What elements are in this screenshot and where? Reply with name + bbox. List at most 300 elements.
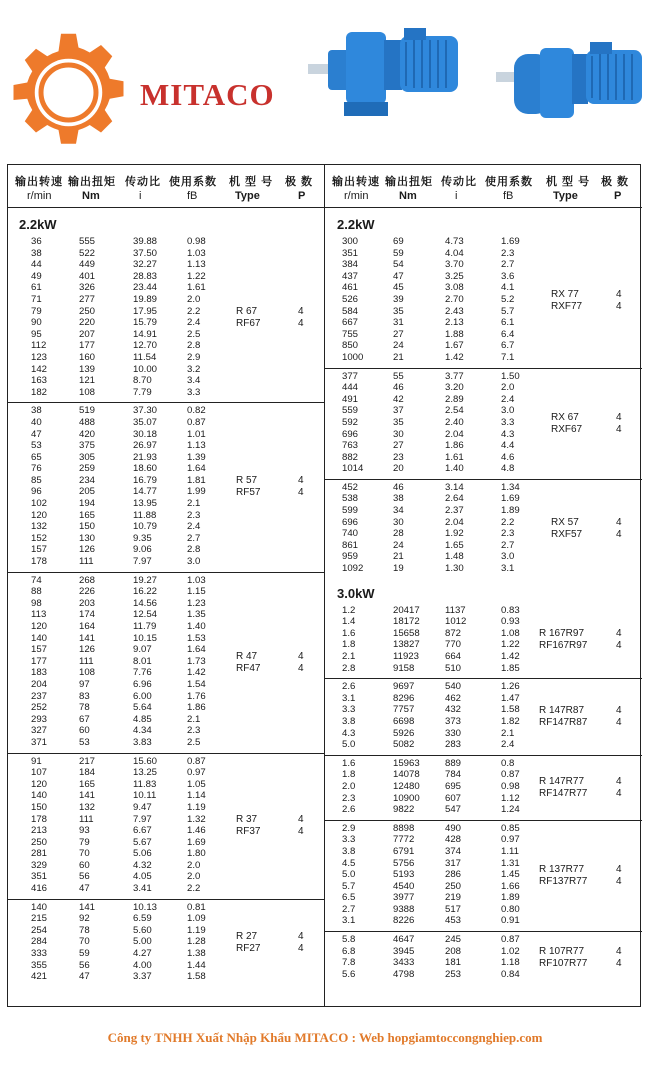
table-row [7,825,324,837]
table-header [7,164,324,208]
table-row [7,259,324,271]
service-factor-cell: 1.28 [187,936,206,948]
speed-cell: 3.3 [342,834,356,846]
speed-cell: 178 [31,813,48,825]
spec-group [7,403,324,572]
spec-group [325,679,642,756]
pole-count: 4 [616,288,622,300]
torque-cell: 7757 [393,704,415,716]
torque-cell: 21 [393,551,404,563]
ratio-cell: 12.54 [133,609,158,621]
service-factor-cell: 1.86 [187,702,206,714]
ratio-cell: 1.30 [445,563,464,575]
torque-cell: 24 [393,340,404,352]
torque-cell: 20 [393,463,404,475]
service-factor-cell: 1.66 [501,880,520,892]
speed-cell: 71 [31,293,42,305]
service-factor-cell: 1.23 [187,597,206,609]
torque-cell: 268 [79,574,96,586]
table-row [325,834,642,846]
speed-cell: 384 [342,259,359,271]
speed-cell: 95 [31,328,42,340]
pole-count: 4 [616,863,622,875]
header-type: 机 型 号 [546,176,591,188]
ratio-cell: 9.06 [133,544,152,556]
ratio-cell: 11.79 [133,621,157,632]
pole-count: 4 [298,943,304,955]
torque-cell: 160 [79,351,96,363]
speed-cell: 2.6 [342,804,356,816]
service-factor-cell: 0.97 [501,834,520,846]
speed-cell: 90 [31,317,42,329]
ratio-cell: 12.70 [133,340,158,352]
speed-cell: 76 [31,463,42,475]
speed-cell: 5.6 [342,968,356,980]
table-row [325,440,642,452]
service-factor-cell: 2.4 [501,739,515,751]
ratio-cell: 6.96 [133,678,152,690]
brand-name: MITACO [140,77,275,112]
table-row [325,317,642,329]
torque-cell: 47 [79,971,90,983]
torque-cell: 108 [79,667,96,679]
header-torque-unit: Nm [82,190,100,202]
torque-cell: 21 [393,351,404,363]
table-row [325,946,642,958]
ratio-cell: 5.67 [133,836,152,848]
ratio-cell: 6.67 [133,825,152,837]
torque-cell: 555 [79,236,96,247]
torque-cell: 56 [79,871,90,883]
torque-cell: 35 [393,305,404,317]
speed-cell: 333 [31,948,48,960]
table-row [7,236,324,248]
ratio-cell: 4.05 [133,871,152,883]
table-row [325,663,642,675]
torque-cell: 11923 [393,651,419,662]
torque-cell: 164 [79,621,96,632]
speed-cell: 2.1 [342,651,356,662]
service-factor-cell: 2.5 [187,328,201,340]
ratio-cell: 18.60 [133,463,158,475]
model-type: RXF57 [551,529,583,541]
speed-cell: 329 [31,859,48,871]
service-factor-cell: 0.87 [501,934,520,946]
table-row [325,493,642,505]
speed-cell: 1.6 [342,627,356,639]
torque-cell: 27 [393,328,404,340]
ratio-cell: 7.97 [133,556,152,568]
service-factor-cell: 1.14 [187,790,206,802]
pole-count: 4 [616,958,622,970]
speed-cell: 452 [342,481,359,493]
torque-cell: 6698 [393,715,415,727]
table-row [7,498,324,510]
ratio-cell: 26.97 [133,440,158,452]
ratio-cell: 10.79 [133,521,158,533]
service-factor-cell: 1.73 [187,655,206,667]
torque-cell: 111 [79,813,94,825]
service-factor-cell: 2.0 [501,382,515,394]
service-factor-cell: 2.0 [187,859,201,871]
table-row [7,725,324,737]
header-speed: 输出转速 [15,176,63,188]
speed-cell: 178 [31,556,48,568]
table-header [325,164,642,208]
service-factor-cell: 5.7 [501,305,515,317]
speed-cell: 538 [342,493,359,505]
table-row [7,925,324,937]
torque-cell: 47 [79,883,90,895]
service-factor-cell: 1.42 [187,667,206,679]
torque-cell: 6791 [393,845,415,857]
spec-group [325,821,642,932]
table-row [7,329,324,341]
ratio-cell: 5.00 [133,936,152,948]
table-row [325,248,642,260]
ratio-cell: 1.65 [445,539,464,551]
torque-cell: 207 [79,328,96,340]
pole-count: 4 [616,423,622,435]
torque-cell: 9158 [393,662,415,674]
torque-cell: 3433 [393,957,415,969]
ratio-cell: 4.00 [133,959,152,971]
speed-cell: 49 [31,270,42,282]
speed-cell: 1.2 [342,604,356,616]
torque-cell: 130 [79,532,96,544]
model-type: R 27 [236,931,258,943]
torque-cell: 18172 [393,616,420,628]
table-row [7,556,324,568]
service-factor-cell: 1.01 [187,428,206,440]
table-row [7,883,324,895]
speed-cell: 152 [31,532,48,544]
model-type: R 107R77 [539,946,585,958]
speed-cell: 36 [31,236,42,247]
torque-cell: 121 [79,375,96,387]
ratio-cell: 10.13 [133,901,158,913]
speed-cell: 1092 [342,563,364,575]
torque-cell: 111 [79,556,94,568]
table-row [325,340,642,352]
model-type: RF47 [236,662,261,674]
table-row [325,693,642,705]
table-row [7,417,324,429]
ratio-cell: 39.88 [133,236,158,247]
table-row [325,716,642,728]
pole-count: 4 [298,487,304,499]
model-type: R 47 [236,650,258,662]
torque-cell: 20417 [393,604,420,616]
service-factor-cell: 3.6 [501,270,515,282]
header-poles-unit: P [614,190,622,202]
model-type: RF167R97 [539,640,588,652]
service-factor-cell: 1.61 [187,282,206,294]
ratio-cell: 10.11 [133,790,157,802]
ratio-cell: 2.89 [445,393,464,405]
table-row [7,936,324,948]
service-factor-cell: 2.1 [501,727,515,739]
torque-cell: 4647 [393,934,415,946]
torque-cell: 93 [79,825,90,837]
table-row [7,702,324,714]
ratio-cell: 250 [445,880,462,892]
ratio-cell: 2.04 [445,428,464,440]
table-row [7,475,324,487]
service-factor-cell: 7.1 [501,351,515,363]
ratio-cell: 30.18 [133,428,158,440]
service-factor-cell: 2.3 [501,247,515,259]
torque-cell: 8898 [393,822,415,834]
speed-cell: 3.8 [342,715,356,727]
service-factor-cell: 0.83 [501,604,520,616]
ratio-cell: 490 [445,822,462,834]
table-row [7,598,324,610]
ratio-cell: 8.70 [133,375,152,387]
pole-count: 4 [298,662,304,674]
speed-cell: 5.7 [342,880,356,892]
model-type: RXF67 [551,423,583,435]
ratio-cell: 10.15 [133,632,158,644]
service-factor-cell: 1.47 [501,692,520,704]
speed-cell: 861 [342,539,359,551]
service-factor-cell: 1.12 [501,792,520,804]
table-row [325,823,642,835]
table-row [325,846,642,858]
speed-cell: 177 [31,655,48,667]
torque-cell: 401 [79,270,96,282]
service-factor-cell: 1.13 [187,440,206,452]
power-label: 2.2kW [337,217,375,232]
right-groups-b [325,603,642,985]
ratio-cell: 3.83 [133,736,152,748]
table-row [7,902,324,914]
speed-cell: 157 [31,544,48,556]
spec-group [7,754,324,900]
torque-cell: 55 [393,370,404,382]
ratio-cell: 2.43 [445,305,464,317]
torque-cell: 47 [393,270,404,282]
speed-cell: 293 [31,713,48,725]
table-row [325,904,642,916]
table-row [7,644,324,656]
speed-cell: 65 [31,451,42,463]
torque-cell: 78 [79,924,90,936]
table-row [325,271,642,283]
service-factor-cell: 1.99 [187,486,206,498]
speed-cell: 592 [342,416,359,428]
service-factor-cell: 0.85 [501,822,520,834]
table-row [325,417,642,429]
table-row [325,306,642,318]
table-row [325,881,642,893]
left-groups [7,234,324,987]
ratio-cell: 664 [445,651,462,662]
speed-cell: 1000 [342,351,364,363]
service-factor-cell: 0.82 [187,405,206,417]
ratio-cell: 9.47 [133,801,152,813]
speed-cell: 3.3 [342,704,356,716]
pole-count: 4 [616,716,622,728]
ratio-cell: 1.42 [445,351,464,363]
service-factor-cell: 2.9 [187,351,201,363]
torque-cell: 519 [79,405,96,417]
service-factor-cell: 1.50 [501,370,520,382]
service-factor-cell: 0.98 [501,780,520,792]
header-type-unit: Type [553,190,578,202]
ratio-cell: 1.86 [445,440,464,452]
service-factor-cell: 3.0 [501,551,515,563]
service-factor-cell: 6.4 [501,328,515,340]
table-row [7,510,324,522]
torque-cell: 177 [79,340,96,352]
torque-cell: 226 [79,586,96,598]
right-groups-a [325,234,642,579]
speed-cell: 98 [31,597,42,609]
table-row [7,860,324,872]
speed-cell: 85 [31,474,42,486]
speed-cell: 2.3 [342,792,356,804]
table-row [7,340,324,352]
pole-count: 4 [298,475,304,487]
speed-cell: 74 [31,574,42,586]
torque-cell: 217 [79,755,96,767]
table-row [7,317,324,329]
speed-cell: 252 [31,702,48,714]
speed-cell: 150 [31,801,48,813]
torque-cell: 3977 [393,892,415,904]
gear-motor-image-icon [496,38,646,126]
torque-cell: 15963 [393,757,420,769]
header-poles: 极 数 [285,176,314,188]
torque-cell: 184 [79,767,96,779]
torque-cell: 56 [79,959,90,971]
service-factor-cell: 4.4 [501,440,515,452]
service-factor-cell: 2.3 [187,725,201,737]
torque-cell: 139 [79,363,96,375]
torque-cell: 7772 [393,834,415,846]
service-factor-cell: 2.2 [501,516,515,528]
service-factor-cell: 1.19 [187,801,206,813]
service-factor-cell: 1.15 [187,586,206,598]
ratio-cell: 2.54 [445,405,464,417]
ratio-cell: 9.07 [133,644,152,656]
spec-group [7,900,324,987]
table-row [325,429,642,441]
service-factor-cell: 1.89 [501,505,520,517]
service-factor-cell: 2.3 [501,528,515,540]
spec-group [325,603,642,680]
ratio-cell: 16.22 [133,586,158,598]
service-factor-cell: 3.4 [187,375,201,387]
service-factor-cell: 1.11 [501,845,519,857]
speed-cell: 157 [31,644,48,656]
ratio-cell: 1.88 [445,328,464,340]
service-factor-cell: 4.1 [501,282,515,294]
table-row [325,651,642,663]
torque-cell: 15658 [393,627,420,639]
table-row [325,804,642,816]
service-factor-cell: 1.54 [187,678,206,690]
ratio-cell: 1.61 [445,451,464,463]
ratio-cell: 10.00 [133,363,158,375]
torque-cell: 59 [393,247,404,259]
speed-cell: 763 [342,440,359,452]
service-factor-cell: 1.05 [187,778,206,790]
ratio-cell: 181 [445,957,462,969]
table-row [7,691,324,703]
ratio-cell: 286 [445,869,462,881]
table-row [7,633,324,645]
speed-cell: 204 [31,678,48,690]
service-factor-cell: 3.0 [187,556,201,568]
service-factor-cell: 1.19 [187,924,206,936]
header-torque: 输出扭矩 [68,176,116,188]
table-row [7,837,324,849]
spec-group [325,932,642,984]
model-type: RF37 [236,826,261,838]
service-factor-cell: 1.22 [501,639,520,651]
model-type: R 147R77 [539,775,585,787]
torque-cell: 23 [393,451,404,463]
ratio-cell: 2.04 [445,516,464,528]
footer-company-text: Công ty TNHH Xuất Nhập Khẩu MITACO : Web hopgiamtoccongnghiep.com [107,1030,543,1045]
spec-group [325,480,642,579]
model-type: RXF77 [551,300,583,312]
torque-cell: 305 [79,451,96,463]
ratio-cell: 32.27 [133,259,158,271]
speed-cell: 1.6 [342,757,356,769]
table-row [325,540,642,552]
table-row [325,915,642,927]
table-row [7,306,324,318]
service-factor-cell: 2.8 [187,340,201,352]
service-factor-cell: 1.34 [501,481,520,493]
torque-cell: 174 [79,609,96,621]
spec-group [325,234,642,369]
torque-cell: 60 [79,859,90,871]
table-row [325,405,642,417]
ratio-cell: 14.91 [133,328,158,340]
speed-cell: 461 [342,282,359,294]
torque-cell: 449 [79,259,96,271]
torque-cell: 70 [79,936,90,948]
table-row [7,375,324,387]
service-factor-cell: 3.0 [501,405,515,417]
ratio-cell: 3.70 [445,259,464,271]
speed-cell: 696 [342,428,359,440]
service-factor-cell: 1.42 [501,651,520,662]
torque-cell: 70 [79,848,90,860]
speed-cell: 327 [31,725,48,737]
table-row [325,236,642,248]
pole-count: 4 [616,300,622,312]
service-factor-cell: 0.87 [187,416,206,428]
service-factor-cell: 2.0 [187,871,201,883]
service-factor-cell: 1.89 [501,892,520,904]
ratio-cell: 3.77 [445,370,464,382]
speed-cell: 79 [31,305,42,317]
torque-cell: 5193 [393,869,415,881]
ratio-cell: 4.04 [445,247,464,259]
speed-cell: 584 [342,305,359,317]
service-factor-cell: 0.8 [501,757,515,769]
torque-cell: 250 [79,305,96,317]
speed-cell: 444 [342,382,359,394]
table-row [7,452,324,464]
pole-count: 4 [298,318,304,330]
speed-cell: 120 [31,778,48,790]
